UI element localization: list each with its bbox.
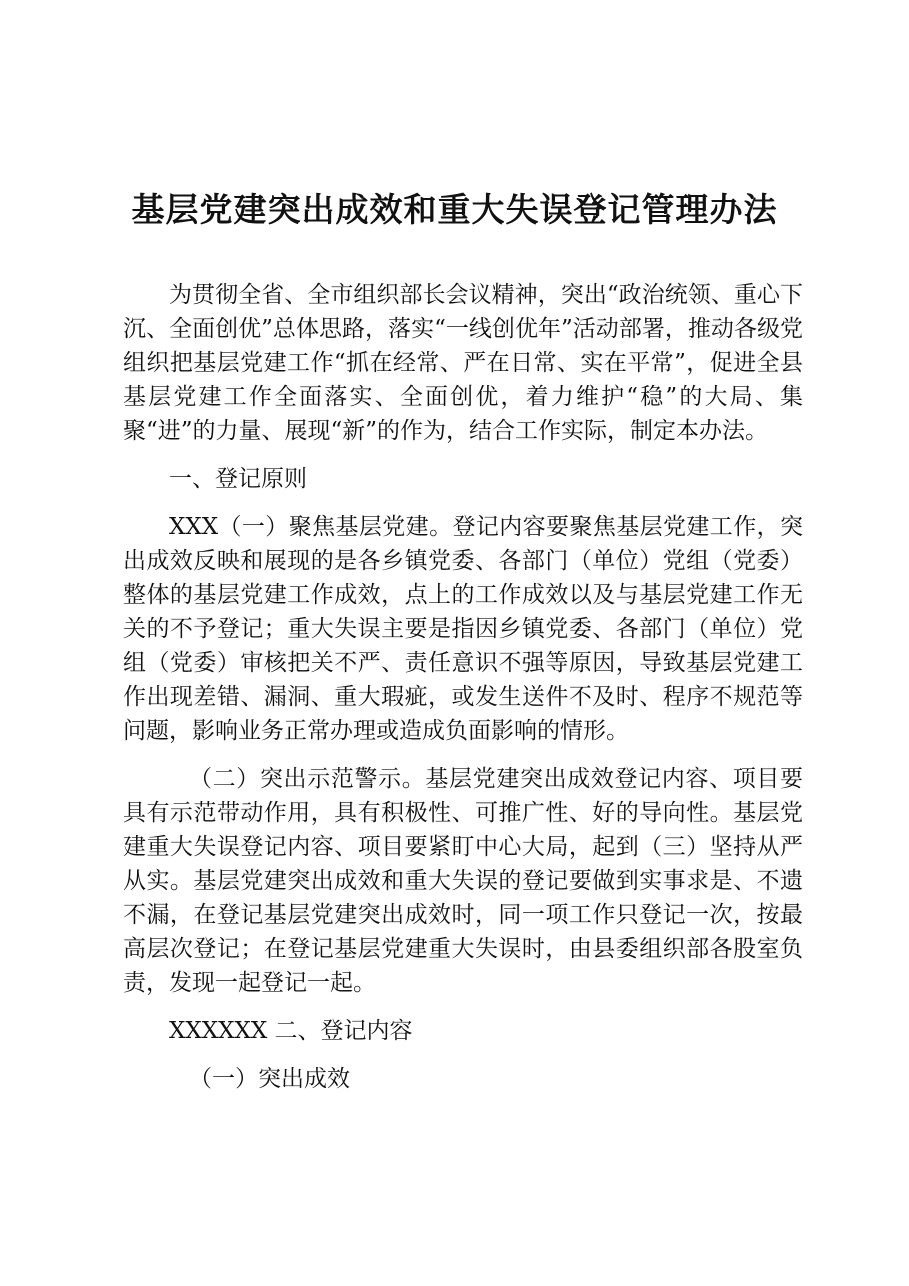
heading-registration-content: XXXXXX 二、登记内容 <box>169 1018 413 1044</box>
heading-registration-principles: 一、登记原则 <box>169 466 307 492</box>
paragraph-principle-1: XXX（一）聚焦基层党建。登记内容要聚焦基层党建工作，突出成效反映和展现的是各乡镇党委、各部门（单位）党组（党委）整体的基层党建工作成效，点上的工作成效以及与基层党建工作无关的不予登记；重大失误主要是指因乡镇党委、各部门（单位）党组（党委）审核把关不严、责任意识不强等原因，导致基层党建工作出现差错、漏洞、重大瑕疵，或发生送件不及时、程序不规范等问题，影响业务正常办理或造成负面影响的情形。 <box>123 514 803 744</box>
paragraph-principle-2-3: （二）突出示范警示。基层党建突出成效登记内容、项目要具有示范带动作用，具有积极性、可推广性、好的导向性。基层党建重大失误登记内容、项目要紧盯中心大局，起到（三）坚持从严从实。基层党建突出成效和重大失误的登记要做到实事求是、不遗不漏，在登记基层党建突出成效时，同一项工作只登记一次，按最高层次登记；在登记基层党建重大失误时，由县委组织部各股室负责，发现一起登记一起。 <box>123 766 803 996</box>
paragraph-intro: 为贯彻全省、全市组织部长会议精神，突出“政治统领、重心下沉、全面创优”总体思路，落实“一线创优年”活动部署，推动各级党组织把基层党建工作“抓在经常、严在日常、实在平常”，促进全县基层党建工作全面落实、全面创优，着力维护“稳”的大局、集聚“进”的力量、展现“新”的作为，结合工作实际，制定本办法。 <box>123 282 803 444</box>
document-body <box>123 278 803 1096</box>
document-title: 基层党建突出成效和重大失误登记管理办法 <box>131 190 778 229</box>
subheading-outstanding-results: （一）突出成效 <box>189 1066 350 1092</box>
